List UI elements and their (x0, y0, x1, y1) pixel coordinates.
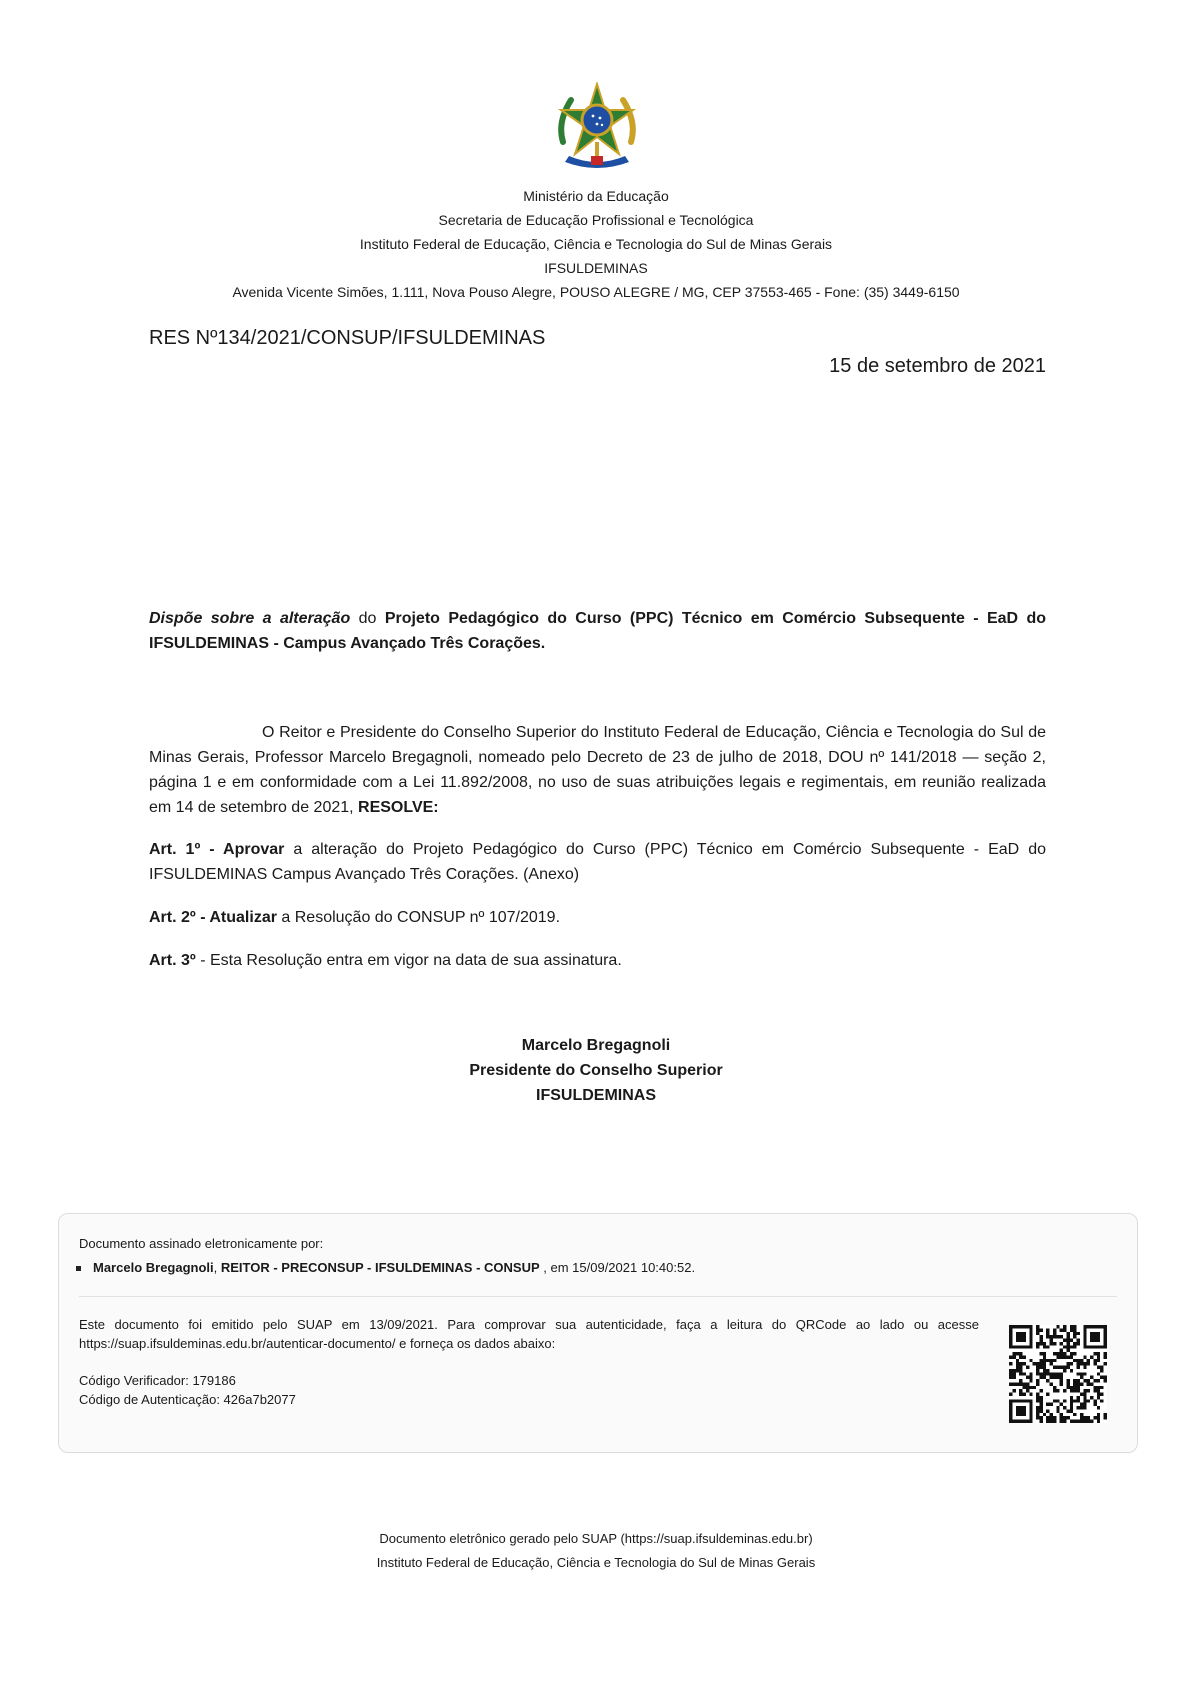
footer-line-institute: Instituto Federal de Educação, Ciência e Tecnologia do Sul de Minas Gerais (376, 1555, 816, 1570)
auth-code: Código de Autenticação: 426a7b2077 (79, 1392, 296, 1407)
verification-text: Este documento foi emitido pelo SUAP em 13/09/2021. Para comprovar sua autenticidade, faça a leitura do QRCode ao lado ou acesse https://suap.ifsuldeminas.edu.br/autenticar-documento/ e forneça os dados abaixo: (79, 1317, 979, 1351)
resolution-number: RES Nº134/2021/CONSUP/IFSULDEMINAS (149, 327, 546, 349)
article-1 (149, 837, 1046, 887)
article-verb: Atualizar (209, 909, 277, 926)
ementa-normal: do (350, 610, 385, 627)
page-footer (0, 1527, 1192, 1575)
article-text: - Esta Resolução entra em vigor na data de sua assinatura. (195, 952, 622, 969)
code-verifier: Código Verificador: 179186 (79, 1373, 236, 1388)
signer-name: Marcelo Bregagnoli (93, 1260, 214, 1275)
article-3 (149, 948, 1046, 973)
article-text: a Resolução do CONSUP nº 107/2019. (276, 909, 561, 926)
signature-name: Marcelo Bregagnoli (521, 1037, 671, 1054)
signer-entry (93, 1258, 1117, 1277)
resolution-date: 15 de setembro de 2021 (829, 355, 1046, 377)
article-2 (149, 905, 1046, 930)
ementa-italic: Dispõe sobre a alteração (149, 610, 351, 627)
article-label: Art. 1º - (149, 841, 224, 858)
signature-org: IFSULDEMINAS (536, 1087, 656, 1104)
signature-role: Presidente do Conselho Superior (469, 1062, 723, 1079)
article-text: a alteração do Projeto Pedagógico do Curso (PPC) Técnico em Comércio Subsequente - EaD do IFSULDEMINAS Campus Avançado Três Corações. (Anexo) (149, 841, 1046, 883)
institution-header (0, 184, 1192, 304)
coat-of-arms-icon (553, 82, 641, 174)
preamble-text: O Reitor e Presidente do Conselho Superior do Instituto Federal de Educação, Ciência e Tecnologia do Sul de Minas Gerais, Professor Marcelo Bregagnoli, nomeado pelo Decreto de 23 de julho de 2018, DOU nº 141/2018 — seção 2, página 1 e em conformidade com a Lei 11.892/2008, no uso de suas atribuições legais e regimentais, em reunião realizada em 14 de setembro de 2021, (149, 724, 1046, 816)
header-line-secretariat: Secretaria de Educação Profissional e Tecnológica (438, 212, 754, 228)
signed-by-title: Documento assinado eletronicamente por: (79, 1236, 324, 1251)
footer-line-generated: Documento eletrônico gerado pelo SUAP (https://suap.ifsuldeminas.edu.br) (379, 1531, 813, 1546)
bullet-icon (76, 1266, 81, 1271)
ementa-bold: Projeto Pedagógico do Curso (PPC) Técnico em Comércio Subsequente - EaD do IFSULDEMINAS - Campus Avançado Três Corações. (149, 610, 1047, 652)
signer-date: , em 15/09/2021 10:40:52. (539, 1260, 696, 1275)
signer-separator: , (213, 1260, 221, 1275)
preamble (149, 720, 1046, 820)
signer-role: REITOR - PRECONSUP - IFSULDEMINAS - CONSUP (220, 1260, 540, 1275)
header-line-address: Avenida Vicente Simões, 1.111, Nova Pouso Alegre, POUSO ALEGRE / MG, CEP 37553-465 - Fone: (35) 3449-6150 (232, 284, 960, 300)
electronic-signature-box (58, 1213, 1138, 1453)
qr-code-icon[interactable] (1009, 1325, 1107, 1423)
header-line-acronym: IFSULDEMINAS (544, 260, 648, 276)
divider (79, 1296, 1117, 1297)
ementa (149, 606, 1046, 656)
verification-codes (79, 1371, 1117, 1409)
header-line-institute: Instituto Federal de Educação, Ciência e Tecnologia do Sul de Minas Gerais (359, 236, 833, 252)
header-line-ministry: Ministério da Educação (523, 188, 669, 204)
article-label: Art. 3º (149, 952, 196, 969)
article-label: Art. 2º - (149, 909, 210, 926)
signature-block (0, 1033, 1192, 1108)
article-verb: Aprovar (223, 841, 285, 858)
resolve-label: RESOLVE: (358, 799, 439, 816)
